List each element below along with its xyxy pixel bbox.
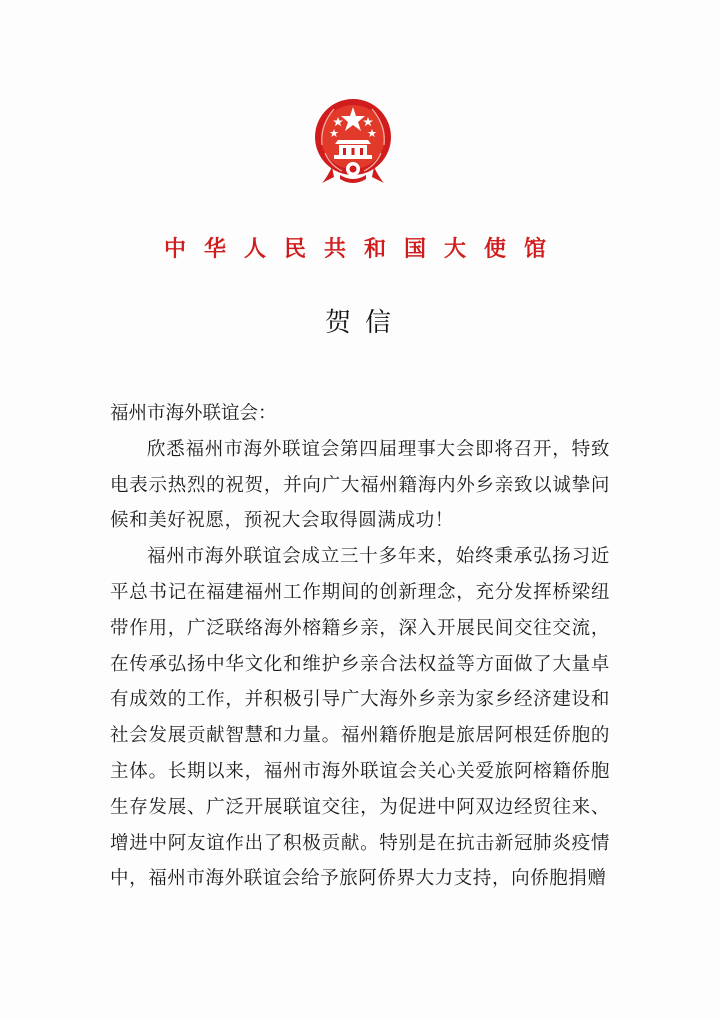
page-title: 贺信 (324, 308, 405, 338)
letter-paragraph: 福州市海外联谊会成立三十多年来，始终秉承弘扬习近平总书记在福建福州工作期间的创新理念，充分发挥桥梁纽带作用，广泛联络海外榕籍乡亲，深入开展民间交往交流，在传承弘扬中华文化和维护乡亲合法权益等方面做了大量卓有成效的工作，并积极引导广大海外乡亲为家乡经济建设和社会发展贡献智慧和力量。福州籍侨胞是旅居阿根廷侨胞的主体。长期以来，福州市海外联谊会关心关爱旅阿榕籍侨胞生存发展、广泛开展联谊交往，为促进中阿双边经贸往来、增进中阿友谊作出了积极贡献。特别是在抗击新冠肺炎疫情中，福州市海外联谊会给予旅阿侨界大力支持，向侨胞捐赠 (110, 546, 610, 890)
national-emblem-icon (312, 95, 394, 187)
salutation: 福州市海外联谊会： (110, 403, 277, 424)
letter-body (110, 396, 610, 897)
letter-paragraph: 欣悉福州市海外联谊会第四届理事大会即将召开，特致电表示热烈的祝贺，并向广大福州籍海内外乡亲致以诚挚问候和美好祝愿，预祝大会取得圆满成功！ (110, 438, 610, 532)
embassy-name: 中华人民共和国大使馆 (163, 236, 564, 262)
